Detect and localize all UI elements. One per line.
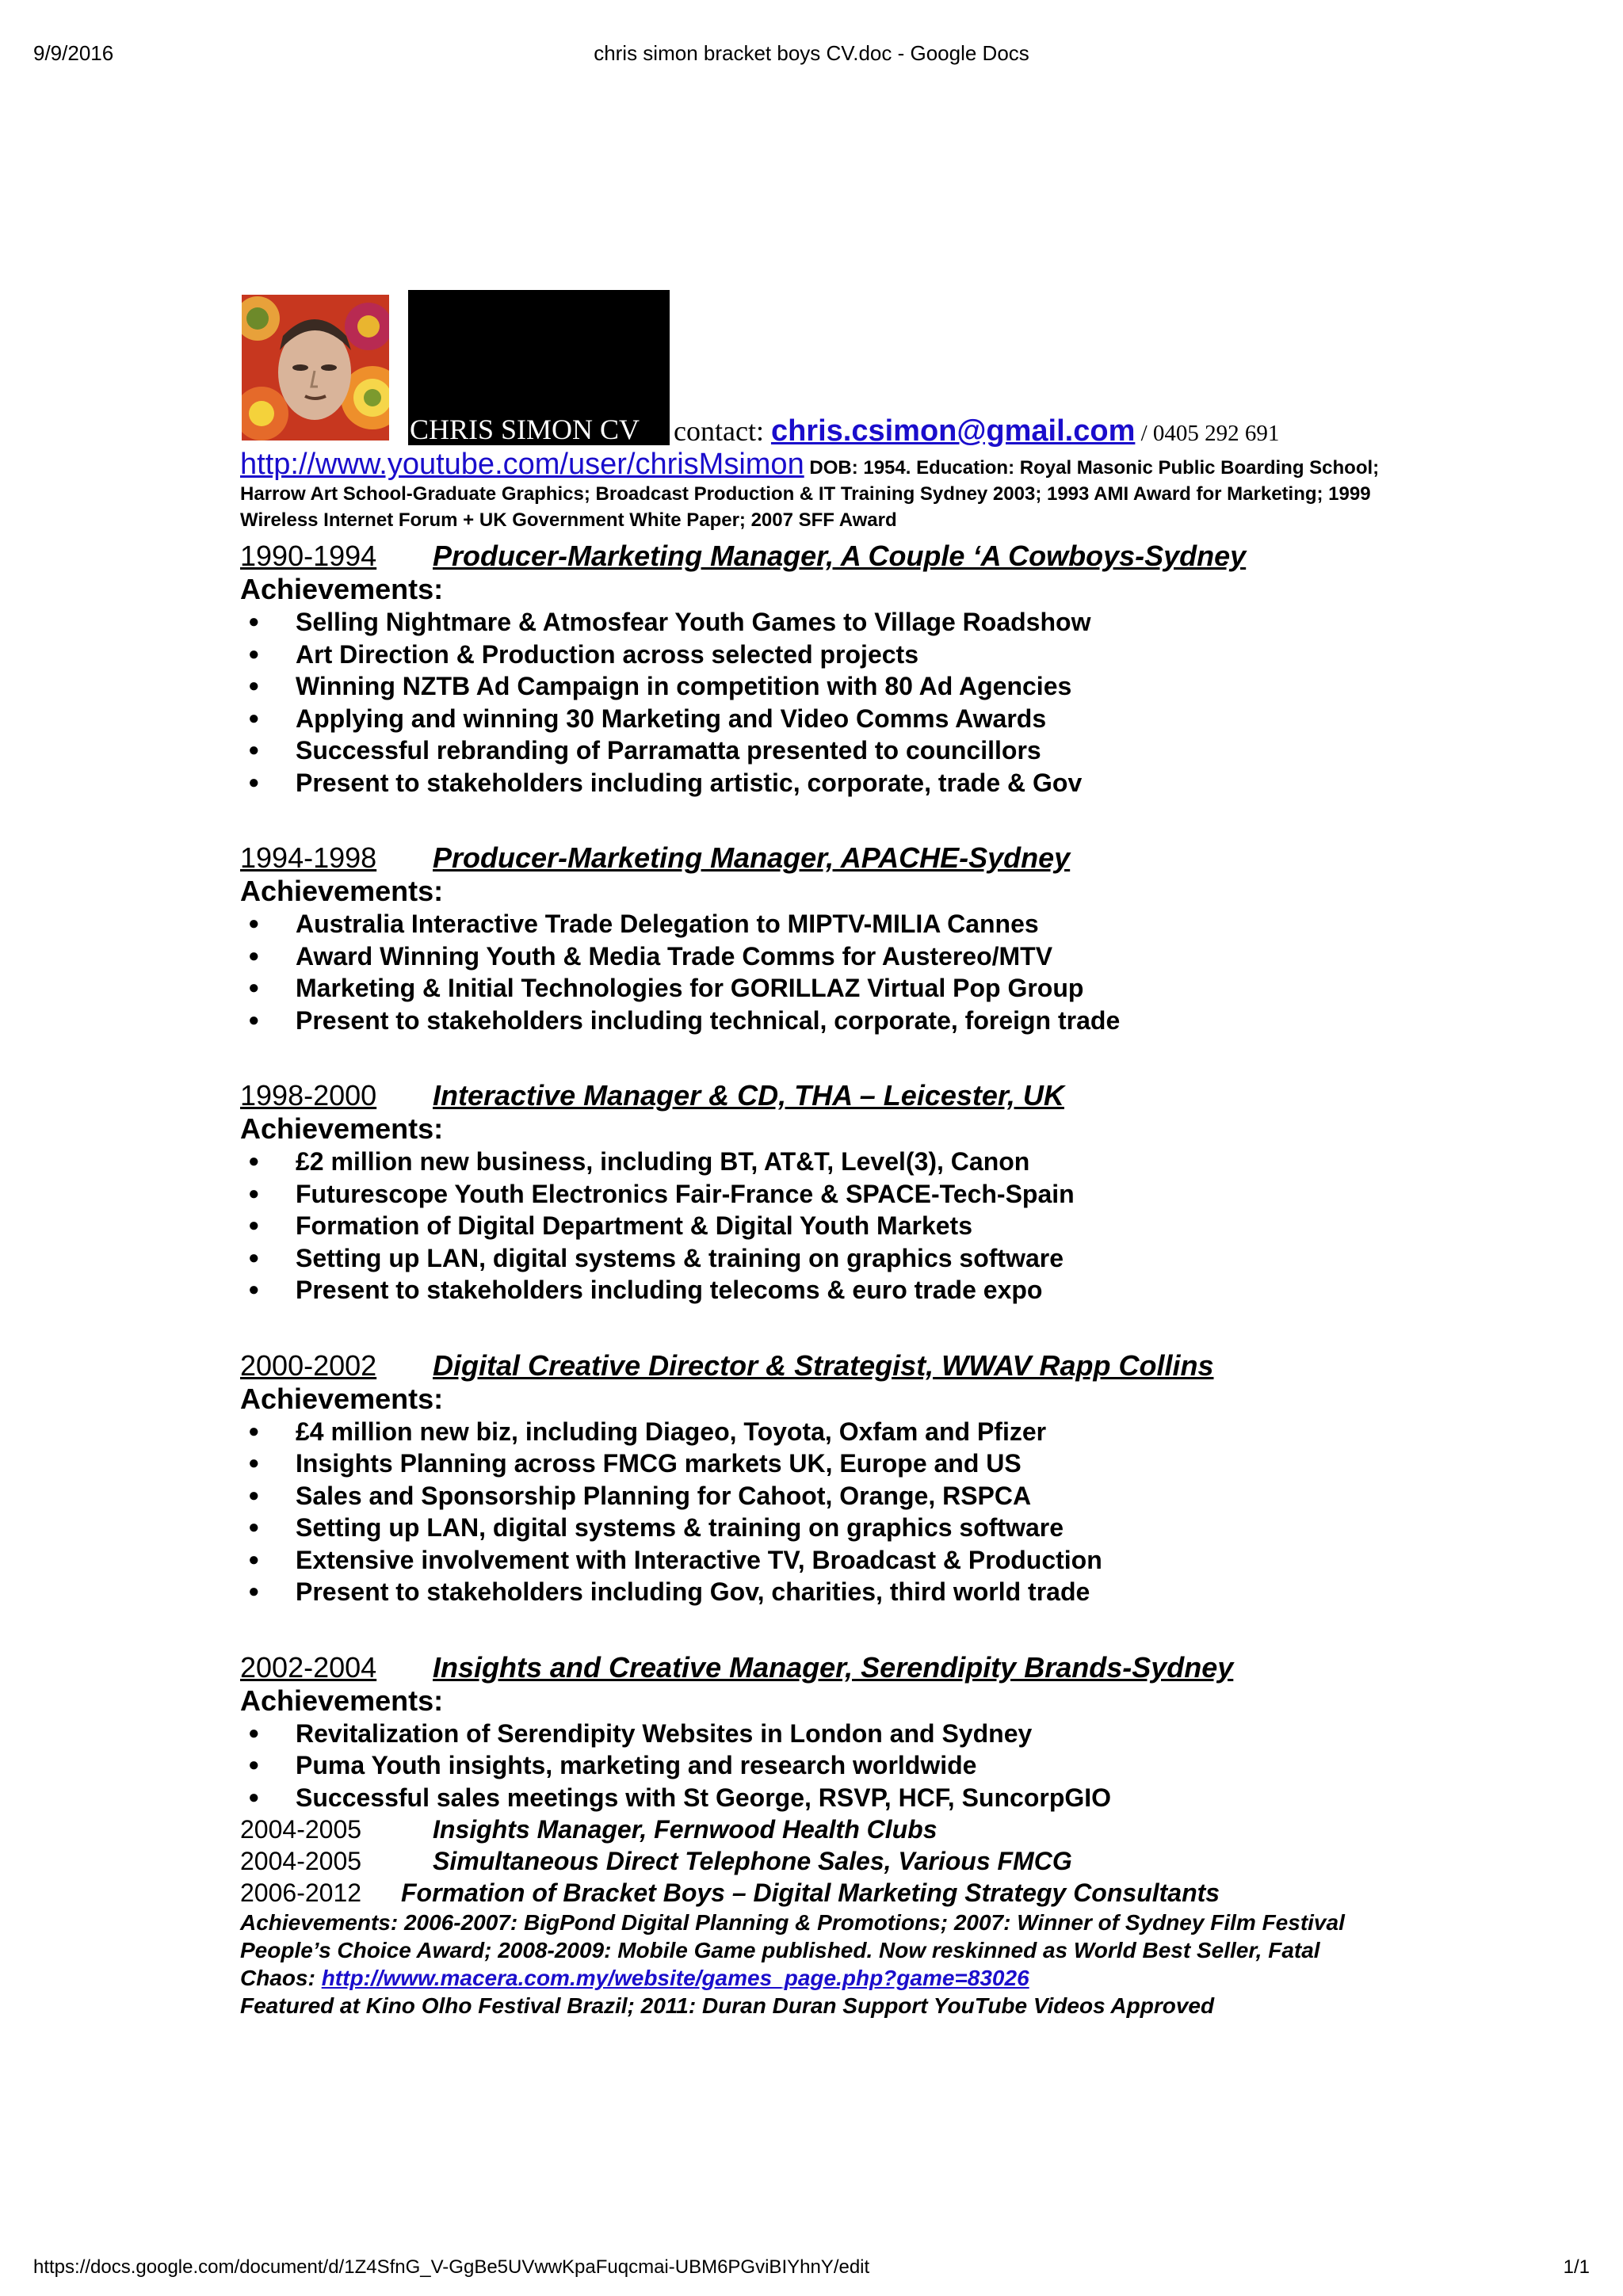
short-job-line [240, 1814, 1389, 1845]
job-section [240, 1651, 1389, 1814]
job-role: Digital Creative Director & Strategist, WWAV Rapp Collins [433, 1348, 1214, 1382]
intro-paragraph [240, 448, 1389, 533]
list-item: ● Art Direction & Production across selected projects [240, 639, 1389, 671]
list-item: ● Award Winning Youth & Media Trade Comms for Austereo/MTV [240, 940, 1389, 973]
job-section [240, 841, 1389, 1036]
job-years: 2002-2004 [240, 1650, 377, 1684]
achievements-list [240, 606, 1389, 799]
section-gap [240, 1036, 1389, 1073]
intro-text: DOB: 1954. Education: Royal Masonic Public Boarding School; Harrow Art School-Graduate Graphics; Broadcast Production & IT Training Sydney 2003; 1993 AMI Award for Marketing; 1999 Wireless Internet Forum + UK Government White Paper; 2007 SFF Award [240, 457, 1380, 531]
section-gap [240, 1608, 1389, 1645]
list-item: ● Australia Interactive Trade Delegation to MIPTV-MILIA Cannes [240, 908, 1389, 940]
job-section [240, 1079, 1389, 1306]
print-url: https://docs.google.com/document/d/1Z4SfnG_V-GgBe5UVwwKpaFuqcmai-UBM6PGviBIYhnY/edit [33, 2256, 870, 2278]
achievements-list [240, 1146, 1389, 1306]
short-job-line [240, 1845, 1389, 1877]
contact-line [674, 414, 1279, 451]
job-title [240, 1651, 1389, 1684]
job-role: Producer-Marketing Manager, A Couple ‘A Cowboys-Sydney [433, 540, 1247, 572]
short-job-role: Simultaneous Direct Telephone Sales, Various FMCG [433, 1847, 1072, 1875]
job-role: Producer-Marketing Manager, APACHE-Sydney [433, 841, 1071, 874]
print-date: 9/9/2016 [33, 41, 114, 65]
list-item: ● Formation of Digital Department & Digital Youth Markets [240, 1210, 1389, 1242]
list-item: ● Marketing & Initial Technologies for GORILLAZ Virtual Pop Group [240, 972, 1389, 1005]
list-item: ● Present to stakeholders including Gov, charities, third world trade [240, 1576, 1389, 1608]
section-gap [240, 799, 1389, 835]
email-link[interactable]: chris.csimon@gmail.com [770, 414, 1136, 448]
list-item: ● Successful sales meetings with St George, RSVP, HCF, SuncorpGIO [240, 1782, 1389, 1814]
job-years: 2000-2002 [240, 1348, 377, 1382]
job-years: 1990-1994 [240, 540, 377, 572]
achievements-list [240, 1718, 1389, 1814]
job-title [240, 1349, 1389, 1383]
phone-number: / 0405 292 691 [1135, 421, 1280, 446]
list-item: ● Insights Planning across FMCG markets UK, Europe and US [240, 1447, 1389, 1480]
cv-document [240, 288, 1389, 2019]
job-role: Interactive Manager & CD, THA – Leicester, UK [433, 1079, 1064, 1112]
job-section [240, 1349, 1389, 1608]
final-text-2: Featured at Kino Olho Festival Brazil; 2011: Duran Duran Support YouTube Videos Approved [240, 1993, 1215, 2018]
list-item: ● Applying and winning 30 Marketing and Video Comms Awards [240, 703, 1389, 735]
list-item: ● £2 million new business, including BT, AT&T, Level(3), Canon [240, 1146, 1389, 1178]
short-job-years: 2006-2012 [240, 1878, 362, 1907]
list-item: ● £4 million new biz, including Diageo, Toyota, Oxfam and Pfizer [240, 1416, 1389, 1448]
jobs-list [240, 540, 1389, 1814]
job-title [240, 1079, 1389, 1112]
achievements-heading: Achievements: [240, 1684, 444, 1717]
game-link[interactable]: http://www.macera.com.my/website/games_page.php?game=83026 [321, 1966, 1029, 1990]
section-gap [240, 1306, 1389, 1343]
job-section [240, 540, 1389, 799]
profile-photo [242, 295, 389, 441]
short-job-role: Formation of Bracket Boys – Digital Marketing Strategy Consultants [401, 1878, 1220, 1907]
youtube-link[interactable]: http://www.youtube.com/user/chrisMsimon [240, 448, 804, 481]
list-item: ● Setting up LAN, digital systems & training on graphics software [240, 1512, 1389, 1544]
list-item: ● Setting up LAN, digital systems & training on graphics software [240, 1242, 1389, 1275]
list-item: ● Selling Nightmare & Atmosfear Youth Games to Village Roadshow [240, 606, 1389, 639]
short-job-years: 2004-2005 [240, 1815, 362, 1844]
job-role: Insights and Creative Manager, Serendipity Brands-Sydney [433, 1650, 1234, 1684]
list-item: ● Successful rebranding of Parramatta presented to councillors [240, 734, 1389, 767]
list-item: ● Present to stakeholders including telecoms & euro trade expo [240, 1274, 1389, 1306]
print-title: chris simon bracket boys CV.doc - Google Docs [594, 41, 1029, 65]
short-job-role: Insights Manager, Fernwood Health Clubs [433, 1815, 938, 1844]
list-item: ● Present to stakeholders including artistic, corporate, trade & Gov [240, 767, 1389, 799]
cv-name: CHRIS SIMON CV [410, 414, 640, 445]
job-years: 1994-1998 [240, 841, 377, 874]
cv-header [240, 288, 1389, 448]
achievements-heading: Achievements: [240, 573, 444, 605]
list-item: ● Winning NZTB Ad Campaign in competition with 80 Ad Agencies [240, 670, 1389, 703]
achievements-list [240, 908, 1389, 1036]
print-header [0, 41, 1623, 73]
achievements-heading: Achievements: [240, 1382, 444, 1415]
achievements-heading: Achievements: [240, 1112, 444, 1145]
job-title [240, 841, 1389, 875]
list-item: ● Puma Youth insights, marketing and research worldwide [240, 1749, 1389, 1782]
list-item: ● Revitalization of Serendipity Websites in London and Sydney [240, 1718, 1389, 1750]
list-item: ● Sales and Sponsorship Planning for Cahoot, Orange, RSPCA [240, 1480, 1389, 1512]
achievements-heading: Achievements: [240, 875, 444, 907]
job-years: 1998-2000 [240, 1079, 377, 1112]
final-text-1: Achievements: 2006-2007: BigPond Digital Planning & Promotions; 2007: Winner of Sydney Film Festival People’s Choice Award; 2008-2009: Mobile Game published. Now reskinned as World Best Seller, Fatal Chaos: [240, 1910, 1345, 1990]
list-item: ● Extensive involvement with Interactive TV, Broadcast & Production [240, 1544, 1389, 1577]
list-item: ● Futurescope Youth Electronics Fair-France & SPACE-Tech-Spain [240, 1178, 1389, 1211]
short-jobs-list [240, 1814, 1389, 1909]
page-number: 1/1 [1563, 2256, 1590, 2278]
short-job-years: 2004-2005 [240, 1847, 362, 1875]
contact-label: contact: [674, 415, 771, 447]
achievements-list [240, 1416, 1389, 1608]
job-title [240, 540, 1389, 573]
final-achievements [240, 1909, 1389, 2019]
list-item: ● Present to stakeholders including technical, corporate, foreign trade [240, 1005, 1389, 1037]
short-job-line [240, 1877, 1389, 1909]
